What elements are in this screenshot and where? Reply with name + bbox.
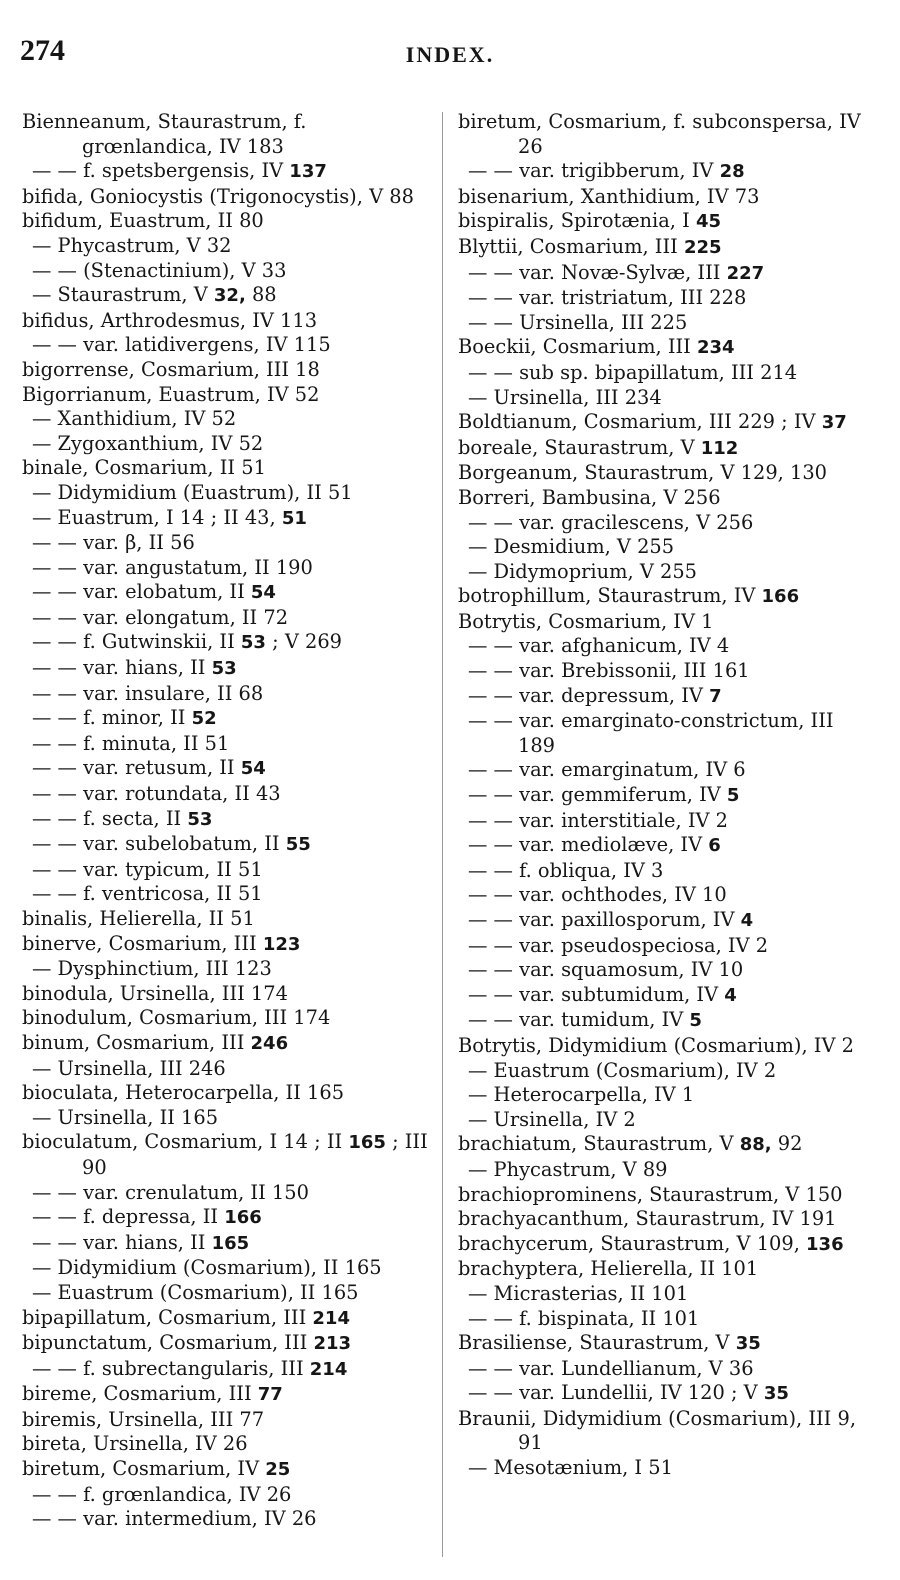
index-entry xyxy=(22,1483,432,1508)
index-entry xyxy=(458,1232,868,1258)
index-entry xyxy=(458,1183,868,1208)
index-entry xyxy=(22,982,432,1007)
entry-bold-page: 53 xyxy=(240,632,266,654)
entry-text: — — var. Lundellianum, V 36 xyxy=(468,1356,754,1380)
index-entry xyxy=(458,709,868,758)
entry-text: — — var. mediolæve, IV xyxy=(468,833,709,857)
index-entry xyxy=(22,1031,432,1057)
entry-bold-page: 77 xyxy=(257,1384,283,1406)
index-entry xyxy=(458,1282,868,1307)
index-entry xyxy=(22,456,432,481)
index-entry xyxy=(22,957,432,982)
entry-text: — — var. paxillosporum, IV xyxy=(468,908,741,931)
index-entry xyxy=(22,1205,432,1231)
index-entry xyxy=(458,1257,868,1282)
entry-bold-page: 54 xyxy=(240,758,266,780)
index-entry xyxy=(22,1057,432,1082)
entry-text: brachioprominens, Staurastrum, V 150 xyxy=(458,1182,843,1206)
entry-text: — — f. secta, II xyxy=(32,806,188,830)
entry-text: biremis, Ursinella, III 77 xyxy=(22,1407,265,1431)
index-entry xyxy=(22,159,432,185)
entry-text: — Ursinella, III 246 xyxy=(32,1056,226,1080)
index-entry xyxy=(22,556,432,581)
entry-text: — — var. subelobatum, II xyxy=(32,832,286,856)
index-entry xyxy=(22,858,432,883)
entry-text: Boeckii, Cosmarium, III xyxy=(458,335,697,359)
index-entry xyxy=(458,758,868,783)
index-entry xyxy=(458,684,868,710)
entry-text: bioculatum, Cosmarium, I 14 ; II xyxy=(22,1130,349,1154)
column-divider xyxy=(442,112,443,1557)
entry-bold-page: 137 xyxy=(289,161,327,183)
entry-text: — — f. Gutwinskii, II xyxy=(32,630,241,654)
index-entry xyxy=(458,833,868,859)
index-entry xyxy=(458,983,868,1009)
entry-text: — Heterocarpella, IV 1 xyxy=(468,1083,695,1107)
entry-text: biretum, Cosmarium, IV xyxy=(22,1457,266,1481)
entry-text: — — f. minuta, II 51 xyxy=(32,731,230,755)
entry-text: — Mesotænium, I 51 xyxy=(468,1456,673,1480)
index-entry xyxy=(22,882,432,907)
index-entry xyxy=(458,1132,868,1158)
index-entry xyxy=(22,333,432,358)
entry-text: — Ursinella, II 165 xyxy=(32,1105,219,1129)
index-entry xyxy=(458,1108,868,1133)
entry-bold-page: 51 xyxy=(281,507,307,529)
entry-text: — Euastrum, I 14 ; II 43, xyxy=(32,505,282,529)
entry-text: — — var. typicum, II 51 xyxy=(32,857,263,881)
index-entry xyxy=(458,809,868,834)
entry-text: bifida, Goniocystis (Trigonocystis), V 88 xyxy=(22,184,414,208)
entry-text: binale, Cosmarium, II 51 xyxy=(22,456,266,480)
entry-text: bipunctatum, Cosmarium, III xyxy=(22,1331,314,1355)
entry-text: — — var. trigibberum, IV xyxy=(468,159,720,183)
index-entry xyxy=(22,1331,432,1357)
entry-text: — Zygoxanthium, IV 52 xyxy=(32,431,264,455)
index-entry xyxy=(22,1130,432,1180)
index-entry xyxy=(458,1307,868,1332)
index-entry xyxy=(458,659,868,684)
index-entry xyxy=(22,1457,432,1483)
index-entry xyxy=(22,732,432,757)
entry-bold-page: 53 xyxy=(211,658,237,680)
index-entry xyxy=(22,531,432,556)
index-entry xyxy=(458,486,868,511)
entry-bold-page: 165 xyxy=(211,1232,250,1254)
entry-text: — — var. latidivergens, IV 115 xyxy=(32,333,331,357)
index-entry xyxy=(458,461,868,486)
entry-text: bireta, Ursinella, IV 26 xyxy=(22,1432,248,1456)
entry-bold-page: 166 xyxy=(224,1207,262,1229)
entry-bold-page: 55 xyxy=(285,834,311,856)
entry-bold-page: 225 xyxy=(683,236,722,258)
index-entry xyxy=(22,932,432,958)
entry-text: botrophillum, Staurastrum, IV xyxy=(458,584,762,608)
index-entry xyxy=(22,358,432,383)
entry-text: brachyptera, Helierella, II 101 xyxy=(458,1257,759,1281)
entry-bold-page: 213 xyxy=(313,1333,352,1355)
entry-text: — — var. afghanicum, IV 4 xyxy=(468,634,730,658)
index-entry xyxy=(22,907,432,932)
entry-text: Blyttii, Cosmarium, III xyxy=(458,234,684,258)
index-entry xyxy=(458,209,868,235)
entry-text: — — var. tristriatum, III 228 xyxy=(468,286,747,310)
index-entry xyxy=(458,634,868,659)
entry-text: — — var. ochthodes, IV 10 xyxy=(468,883,727,907)
index-entry xyxy=(22,1106,432,1131)
entry-text: — — var. Lundellii, IV 120 ; V xyxy=(468,1381,764,1405)
entry-text: Borreri, Bambusina, V 256 xyxy=(458,485,721,509)
entry-text: binodulum, Cosmarium, III 174 xyxy=(22,1006,331,1030)
entry-text: Braunii, Didymidium (Cosmarium), III 9, 91 xyxy=(458,1406,857,1455)
entry-bold-page: 35 xyxy=(763,1383,789,1405)
entry-text: binalis, Helierella, II 51 xyxy=(22,907,255,930)
index-entry xyxy=(458,1034,868,1059)
entry-text: Bigorrianum, Euastrum, IV 52 xyxy=(22,382,320,406)
entry-text: — Didymoprium, V 255 xyxy=(468,559,697,583)
entry-text: — — var. depressum, IV xyxy=(468,683,710,707)
entry-text: — — var. gracilescens, V 256 xyxy=(468,510,754,534)
index-entry xyxy=(458,610,868,635)
index-entry xyxy=(22,1256,432,1281)
entry-text: — — var. insulare, II 68 xyxy=(32,681,264,705)
index-entry xyxy=(458,859,868,884)
entry-text: Botrytis, Didymidium (Cosmarium), IV 2 xyxy=(458,1033,854,1057)
index-entry xyxy=(458,1158,868,1183)
entry-text: — — var. retusum, II xyxy=(32,756,241,780)
index-entry xyxy=(22,580,432,606)
entry-text: Botrytis, Cosmarium, IV 1 xyxy=(458,609,714,633)
index-column-right xyxy=(458,110,868,1481)
index-entry xyxy=(458,783,868,809)
entry-text: — — var. emarginatum, IV 6 xyxy=(468,758,746,782)
entry-text: bireme, Cosmarium, III xyxy=(22,1382,258,1406)
index-entry xyxy=(22,209,432,234)
index-entry xyxy=(458,584,868,610)
entry-text: — — f. subrectangularis, III xyxy=(32,1356,310,1380)
entry-bold-page: 37 xyxy=(821,412,847,434)
entry-text: — Xanthidium, IV 52 xyxy=(32,407,237,431)
index-entry xyxy=(458,386,868,411)
entry-bold-page: 45 xyxy=(695,211,722,233)
entry-bold-page: 28 xyxy=(719,161,745,183)
entry-text: brachiatum, Staurastrum, V xyxy=(458,1132,740,1156)
index-entry xyxy=(22,706,432,732)
index-entry xyxy=(458,159,868,185)
index-entry xyxy=(458,934,868,959)
entry-text: — — f. depressa, II xyxy=(32,1205,225,1229)
entry-text: — — (Stenactinium), V 33 xyxy=(32,258,287,282)
entry-bold-page: 5 xyxy=(689,1010,702,1032)
entry-text: — Euastrum (Cosmarium), II 165 xyxy=(32,1280,359,1304)
entry-bold-page: 5 xyxy=(726,785,740,807)
entry-bold-page: 227 xyxy=(726,262,765,284)
entry-bold-page: 214 xyxy=(309,1358,348,1380)
index-entry xyxy=(22,234,432,259)
entry-text-after: ; V 269 xyxy=(265,630,343,654)
entry-text: — — f. ventricosa, II 51 xyxy=(32,882,263,906)
entry-bold-page: 234 xyxy=(696,337,735,359)
entry-bold-page: 112 xyxy=(700,437,739,459)
entry-text: — Didymidium (Euastrum), II 51 xyxy=(32,480,353,504)
entry-text: bisenarium, Xanthidium, IV 73 xyxy=(458,184,760,208)
index-entry xyxy=(22,807,432,833)
index-column-left xyxy=(22,110,432,1532)
entry-text: — — var. gemmiferum, IV xyxy=(468,783,727,807)
index-entry xyxy=(458,185,868,210)
index-entry xyxy=(22,782,432,807)
entry-text: — — var. Novæ-Sylvæ, III xyxy=(468,260,727,284)
index-entry xyxy=(458,560,868,585)
index-entry xyxy=(22,832,432,858)
index-entry xyxy=(458,511,868,536)
index-entry xyxy=(22,1507,432,1532)
entry-bold-page: 246 xyxy=(250,1032,289,1054)
entry-text-after: ; III 90 xyxy=(82,1130,428,1179)
entry-text: — — var. squamosum, IV 10 xyxy=(468,958,744,982)
entry-bold-page: 165 xyxy=(348,1132,386,1154)
index-entry xyxy=(22,1231,432,1257)
index-entry xyxy=(458,335,868,361)
entry-bold-page: 136 xyxy=(806,1233,844,1255)
index-entry xyxy=(458,1357,868,1382)
entry-text: — Phycastrum, V 89 xyxy=(468,1157,668,1181)
index-entry xyxy=(458,958,868,983)
entry-text: — Desmidium, V 255 xyxy=(468,535,675,559)
index-entry xyxy=(458,1083,868,1108)
entry-text: — — var. emarginato-constrictum, III 189 xyxy=(468,709,834,757)
entry-text: Borgeanum, Staurastrum, V 129, 130 xyxy=(458,461,828,485)
index-entry xyxy=(22,283,432,309)
entry-text: — Ursinella, IV 2 xyxy=(468,1107,636,1131)
entry-text: — — Ursinella, III 225 xyxy=(468,310,688,334)
entry-bold-page: 52 xyxy=(191,708,217,730)
entry-bold-page: 214 xyxy=(312,1307,350,1329)
index-entry xyxy=(22,1006,432,1031)
entry-text: bioculata, Heterocarpella, II 165 xyxy=(22,1081,345,1105)
entry-text: — — var. angustatum, II 190 xyxy=(32,555,313,579)
index-entry xyxy=(22,1281,432,1306)
entry-text: — Micrasterias, II 101 xyxy=(468,1281,689,1305)
entry-text: — Phycastrum, V 32 xyxy=(32,233,232,257)
index-entry xyxy=(22,481,432,506)
entry-text: bifidus, Arthrodesmus, IV 113 xyxy=(22,308,318,332)
entry-text: biretum, Cosmarium, f. subconspersa, IV 26 xyxy=(458,110,861,158)
entry-text: — — f. spetsbergensis, IV xyxy=(32,159,290,183)
entry-text: brachycerum, Staurastrum, V 109, xyxy=(458,1231,807,1255)
entry-bold-page: 6 xyxy=(708,835,721,857)
entry-text: — — var. hians, II xyxy=(32,1230,212,1254)
entry-text: — — var. subtumidum, IV xyxy=(468,982,725,1006)
index-entry xyxy=(22,1382,432,1408)
entry-text: — — sub sp. bipapillatum, III 214 xyxy=(468,360,798,384)
entry-bold-page: 54 xyxy=(250,582,276,604)
entry-bold-page: 25 xyxy=(265,1459,291,1481)
entry-bold-page: 123 xyxy=(262,933,301,955)
index-entry xyxy=(22,606,432,631)
entry-text: brachyacanthum, Staurastrum, IV 191 xyxy=(458,1207,837,1231)
index-entry xyxy=(458,535,868,560)
index-entry xyxy=(458,436,868,462)
entry-text: — — var. tumidum, IV xyxy=(468,1008,690,1032)
index-entry xyxy=(22,259,432,284)
entry-text: — — var. crenulatum, II 150 xyxy=(32,1180,309,1204)
entry-text: boreale, Staurastrum, V xyxy=(458,435,701,459)
index-entry xyxy=(458,1059,868,1084)
entry-text: — Dysphinctium, III 123 xyxy=(32,957,272,981)
index-entry xyxy=(22,1306,432,1332)
index-entry xyxy=(22,630,432,656)
entry-text: — — f. bispinata, II 101 xyxy=(468,1306,700,1330)
index-entry xyxy=(458,110,868,159)
index-entry xyxy=(22,185,432,210)
entry-text: — — var. Brebissonii, III 161 xyxy=(468,659,750,683)
page-title: INDEX. xyxy=(405,42,495,67)
index-entry xyxy=(458,1008,868,1034)
entry-text: bispiralis, Spirotænia, I xyxy=(458,209,696,233)
entry-text: Brasiliense, Staurastrum, V xyxy=(458,1331,736,1355)
index-entry xyxy=(22,506,432,532)
index-entry xyxy=(458,1456,868,1481)
index-entry xyxy=(22,383,432,408)
entry-text: bifidum, Euastrum, II 80 xyxy=(22,209,264,233)
index-entry xyxy=(22,682,432,707)
index-entry xyxy=(458,286,868,311)
index-entry xyxy=(458,361,868,386)
entry-text: binerve, Cosmarium, III xyxy=(22,931,263,955)
entry-bold-page: 88, xyxy=(739,1134,772,1156)
entry-text: — — f. obliqua, IV 3 xyxy=(468,858,664,882)
index-entry xyxy=(22,656,432,682)
page-number: 274 xyxy=(20,34,65,67)
entry-bold-page: 32, xyxy=(213,285,246,307)
index-entry xyxy=(22,1408,432,1433)
index-entry xyxy=(22,756,432,782)
index-entry xyxy=(22,1181,432,1206)
entry-text-after: 88 xyxy=(245,283,277,307)
entry-text: — — f. minor, II xyxy=(32,706,192,730)
entry-text: Bienneanum, Staurastrum, f. grœnlandica, IV 183 xyxy=(22,110,307,158)
index-entry xyxy=(22,432,432,457)
entry-text: — Didymidium (Cosmarium), II 165 xyxy=(32,1256,382,1280)
index-entry xyxy=(22,1081,432,1106)
index-entry xyxy=(22,407,432,432)
index-entry xyxy=(458,883,868,908)
index-entry xyxy=(22,309,432,334)
index-entry xyxy=(458,1407,868,1456)
entry-text: — — var. β, II 56 xyxy=(32,531,195,555)
entry-text: — — f. grœnlandica, IV 26 xyxy=(32,1482,292,1506)
index-entry xyxy=(458,1331,868,1357)
index-entry xyxy=(22,110,432,159)
entry-text-after: 92 xyxy=(771,1132,803,1156)
entry-bold-page: 7 xyxy=(709,685,722,707)
index-entry xyxy=(458,311,868,336)
entry-text: binodula, Ursinella, III 174 xyxy=(22,981,288,1005)
index-entry xyxy=(458,235,868,261)
entry-bold-page: 35 xyxy=(735,1333,761,1355)
entry-text: — — var. intermedium, IV 26 xyxy=(32,1507,317,1531)
entry-bold-page: 53 xyxy=(187,808,213,830)
index-entry xyxy=(458,1381,868,1407)
index-entry xyxy=(22,1432,432,1457)
entry-text: — — var. rotundata, II 43 xyxy=(32,782,281,806)
entry-text: — Ursinella, III 234 xyxy=(468,385,662,409)
entry-bold-page: 166 xyxy=(761,586,800,608)
entry-text: — — var. elongatum, II 72 xyxy=(32,605,289,629)
entry-text: — — var. pseudospeciosa, IV 2 xyxy=(468,933,769,957)
entry-bold-page: 4 xyxy=(740,910,754,931)
entry-text: binum, Cosmarium, III xyxy=(22,1030,251,1054)
entry-text: bigorrense, Cosmarium, III 18 xyxy=(22,357,320,381)
entry-text: Boldtianum, Cosmarium, III 229 ; IV xyxy=(458,410,822,434)
entry-text: — Staurastrum, V xyxy=(32,283,214,307)
index-entry xyxy=(458,410,868,436)
index-entry xyxy=(458,261,868,287)
entry-text: bipapillatum, Cosmarium, III xyxy=(22,1305,313,1329)
entry-text: — — var. elobatum, II xyxy=(32,580,251,604)
entry-text: — — var. interstitiale, IV 2 xyxy=(468,808,728,832)
index-entry xyxy=(458,1207,868,1232)
entry-bold-page: 4 xyxy=(724,984,737,1006)
entry-text: — Euastrum (Cosmarium), IV 2 xyxy=(468,1058,777,1082)
index-entry xyxy=(22,1357,432,1383)
index-entry xyxy=(458,908,868,934)
entry-text: — — var. hians, II xyxy=(32,656,212,680)
